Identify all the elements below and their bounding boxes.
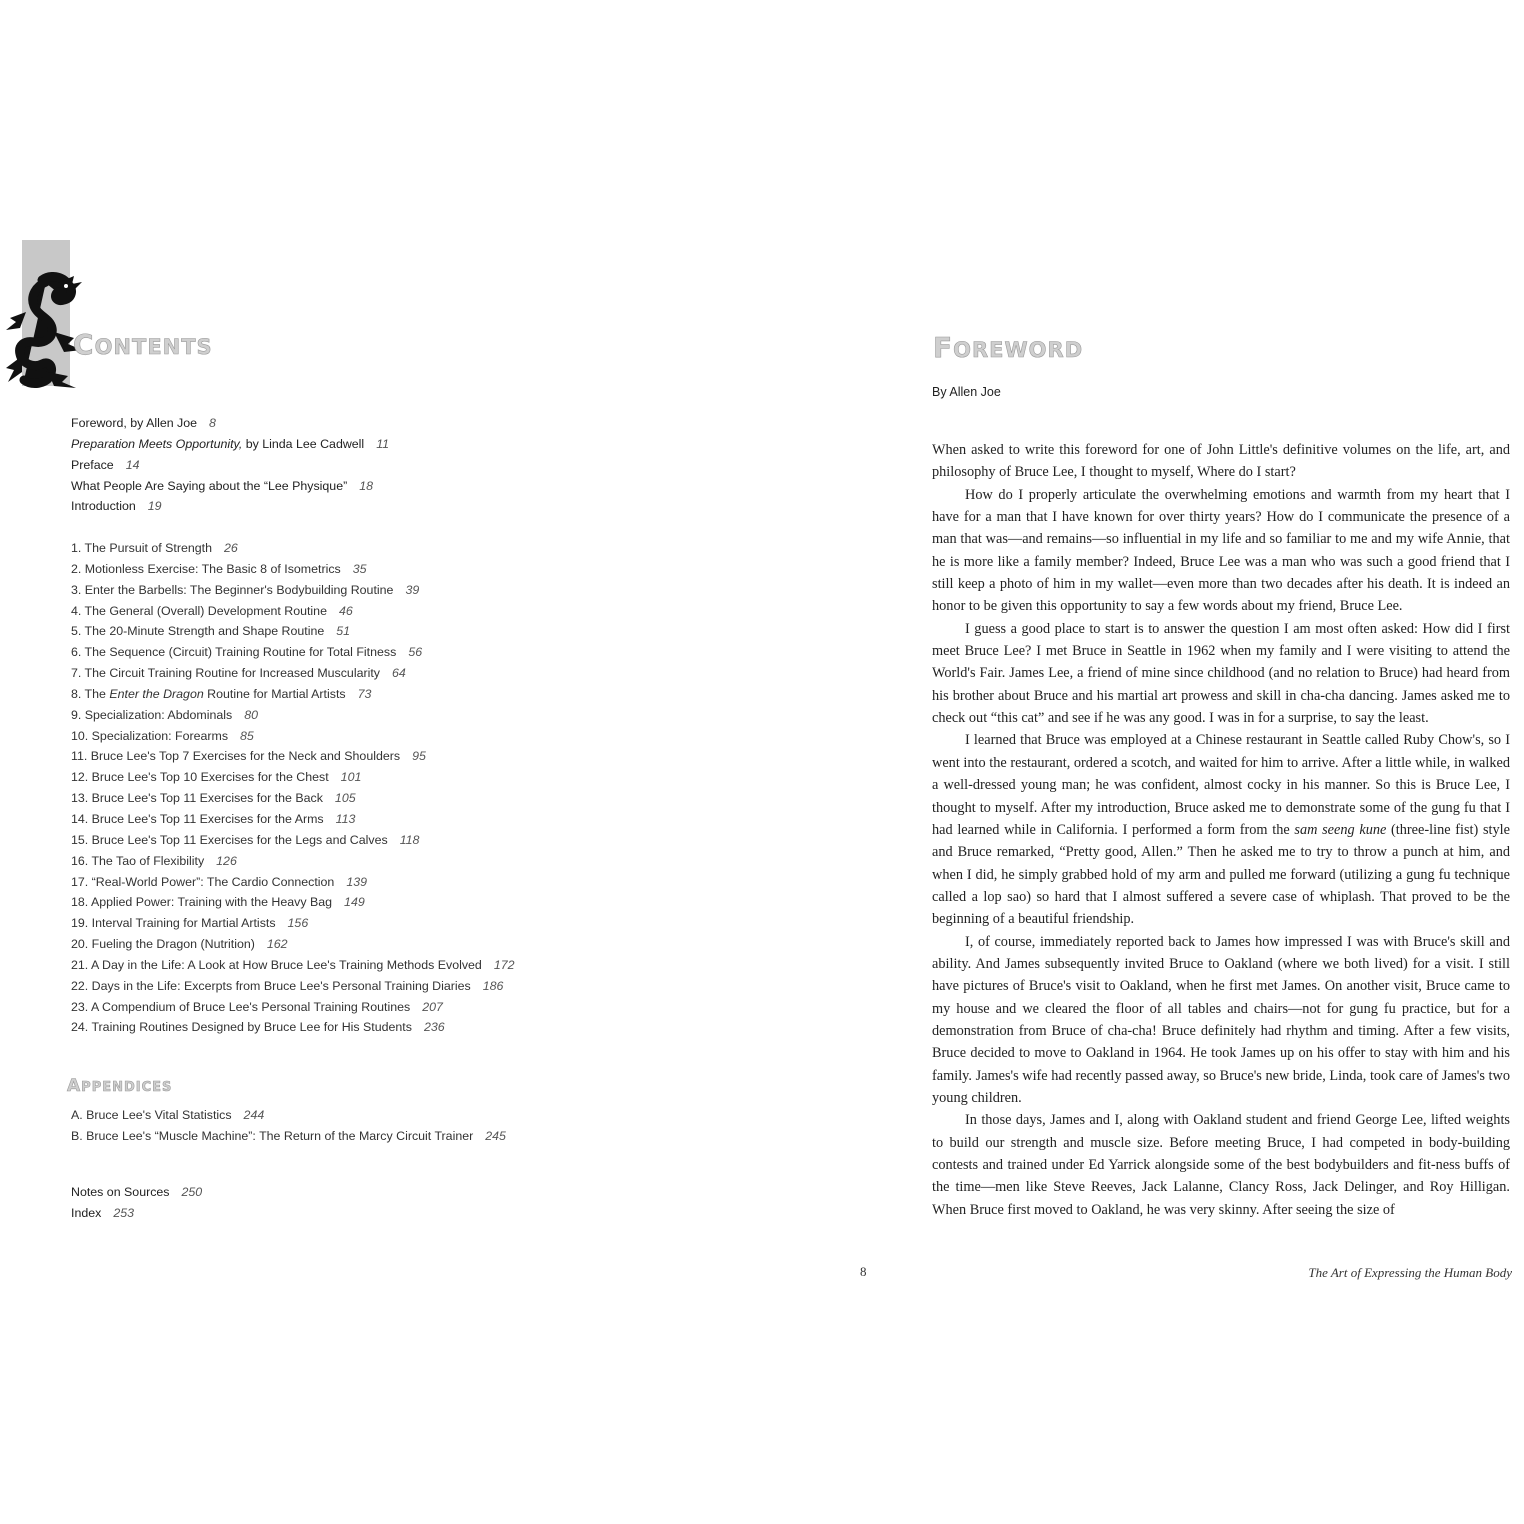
toc-page-number: 11	[376, 436, 390, 451]
toc-front-matter	[71, 413, 389, 517]
toc-page-number: 162	[266, 937, 288, 952]
toc-entry[interactable]: 1. The Pursuit of Strength 26	[71, 541, 238, 555]
toc-page-number: 51	[336, 624, 351, 639]
toc-page-number: 250	[181, 1185, 203, 1199]
toc-entry[interactable]: Notes on Sources 250	[71, 1185, 203, 1199]
toc-page-number: 236	[423, 1020, 445, 1035]
toc-entry[interactable]: 4. The General (Overall) Development Routine 46	[71, 603, 353, 618]
toc-entry[interactable]: 19. Interval Training for Martial Artists 156	[71, 916, 309, 931]
toc-entry[interactable]: Index 253	[71, 1205, 134, 1220]
toc-entry[interactable]: 16. The Tao of Flexibility 126	[71, 853, 237, 868]
toc-page-number: 39	[405, 582, 420, 597]
toc-entry[interactable]: A. Bruce Lee's Vital Statistics 244	[71, 1108, 265, 1122]
toc-page-number: 149	[344, 895, 365, 910]
toc-entry[interactable]: 9. Specialization: Abdominals 80	[71, 707, 258, 722]
toc-page-number: 35	[352, 561, 367, 576]
toc-entry[interactable]: 6. The Sequence (Circuit) Training Routine for Total Fitness 56	[71, 645, 423, 660]
toc-page-number: 253	[113, 1205, 134, 1220]
toc-page-number: 26	[223, 541, 238, 555]
toc-page-number: 80	[244, 707, 258, 722]
toc-page-number: 19	[147, 499, 162, 514]
toc-appendices	[71, 1105, 506, 1147]
toc-entry[interactable]: 3. Enter the Barbells: The Beginner's Bodybuilding Routine 39	[71, 582, 420, 597]
toc-page-number: 245	[485, 1128, 506, 1143]
toc-entry[interactable]: Preface 14	[71, 457, 140, 472]
page-number: 8	[860, 1264, 867, 1279]
foreword-paragraph: How do I properly articulate the overwhelming emotions and warmth from my heart that I have for a man that I have known for over thirty years? How do I communicate the presence of a man that was—and remains—so influential in my life and so familiar to me and my wife Annie, that he is more like a family member? Indeed, Bruce Lee was a man who was such a good friend that I still keep a photo of him in my wallet—even more than two decades after his death. It is indeed an honor to be given this opportunity to say a few words about my friend, Bruce Lee.	[932, 486, 1510, 615]
toc-page-number: 105	[334, 791, 356, 806]
toc-page-number: 139	[346, 874, 367, 889]
toc-page-number: 118	[399, 832, 420, 847]
toc-entry[interactable]: 18. Applied Power: Training with the Heavy Bag 149	[71, 895, 365, 910]
toc-page-number: 64	[392, 666, 406, 681]
toc-entry[interactable]: 8. The Enter the Dragon Routine for Martial Artists 73	[71, 686, 372, 701]
toc-page-number: 18	[359, 478, 374, 493]
toc-page-number: 73	[357, 686, 372, 701]
foreword-title: FOREWORD	[933, 331, 1084, 364]
foreword-paragraph: In those days, James and I, along with Oakland student and friend George Lee, lifted weights to build our strength and muscle size. Before meeting Bruce, I had competed in body-building contests and trained under Ed Yarrick alongside some of the best bodybuilders and fit-ness buffs of the time—men like Steve Reeves, Jack Lalanne, Clancy Ross, Jack Delinger, and Roy Hilligan. When Bruce first moved to Oakland, he was very skinny. After seeing the size of	[932, 1112, 1510, 1218]
toc-page-number: 95	[412, 749, 426, 764]
toc-page-number: 156	[287, 916, 309, 931]
toc-page-number: 8	[209, 416, 216, 430]
toc-entry[interactable]: 17. “Real-World Power”: The Cardio Connection 139	[71, 874, 367, 889]
toc-page-number: 46	[338, 603, 353, 618]
foreword-paragraph: I, of course, immediately reported back to James how impressed I was with Bruce's skill and ability. And James subsequently invited Bruce to Oakland (where we both lived) for a visit. I still have pictures of Bruce's visit to Oakland, when he first met James. On another visit, Bruce came to my house and we cleared the floor of all tables and chairs—not for gung fu practice, but for a demonstration from Bruce of cha-cha! Bruce definitely had rhythm and timing. After a few visits, Bruce decided to move to Oakland in 1964. He took James up on his offer to stay with him and his family. James's wife had recently passed away, so Bruce's new bride, Linda, took care of James's two young children.	[932, 933, 1510, 1106]
foreword-paragraph: I learned that Bruce was employed at a Chinese restaurant in Seattle called Ruby Chow's, so I went into the restaurant, ordered a scotch, and waited for him to arrive. After a little while, in walked a well-dressed young man; he was confident, almost cocky in his manner. So this is Bruce Lee, I thought to myself. After my introduction, Bruce asked me to demonstrate some of the gung fu that I had learned while in California. I performed a form from the sam seeng kune (three-line fist) style and Bruce remarked, “Pretty good, Allen.” Then he asked me to try to throw a punch at him, and when I did, he simply grabbed hold of my arm and pulled me forward (utilizing a gung fu technique called a lop sao) so hard that I almost suffered a severe case of whiplash. That proved to be the beginning of a beautiful friendship.	[932, 732, 1510, 928]
toc-entry[interactable]: Foreword, by Allen Joe 8	[71, 416, 216, 430]
contents-title: CONTENTS	[73, 328, 213, 361]
foreword-paragraph: When asked to write this foreword for one of John Little's definitive volumes on the life, art, and philosophy of Bruce Lee, I thought to myself, Where do I start?	[932, 442, 1510, 481]
toc-entry[interactable]: 2. Motionless Exercise: The Basic 8 of Isometrics 35	[71, 561, 367, 576]
foreword-paragraph: I guess a good place to start is to answer the question I am most often asked: How did I first meet Bruce Lee? I met Bruce in Seattle in 1962 when my family and I were visiting to attend the World's Fair. James Lee, a friend of mine since childhood (and no relation to Bruce) had heard from his brother about Bruce and his martial art prowess and skill in cha-cha dancing. James asked me to check out “this cat” and see if he was any good. I was in for a surprise, to say the least.	[932, 620, 1510, 727]
toc-page-number: 172	[493, 957, 515, 972]
toc-entry[interactable]: What People Are Saying about the “Lee Physique” 18	[71, 478, 374, 493]
toc-entry[interactable]: B. Bruce Lee's “Muscle Machine”: The Return of the Marcy Circuit Trainer 245	[71, 1128, 506, 1143]
appendices-title: APPENDICES	[67, 1076, 173, 1096]
toc-entry[interactable]: 21. A Day in the Life: A Look at How Bruce Lee's Training Methods Evolved 172	[71, 957, 515, 972]
toc-entry[interactable]: 10. Specialization: Forearms 85	[71, 728, 254, 743]
toc-entry[interactable]: 24. Training Routines Designed by Bruce Lee for His Students 236	[71, 1020, 445, 1035]
toc-entry[interactable]: 15. Bruce Lee's Top 11 Exercises for the Legs and Calves 118	[71, 832, 420, 847]
toc-entry[interactable]: 23. A Compendium of Bruce Lee's Personal Training Routines 207	[71, 999, 443, 1014]
foreword-byline: By Allen Joe	[932, 385, 1001, 399]
toc-page-number: 244	[243, 1108, 265, 1122]
toc-page-number: 126	[216, 853, 237, 868]
toc-chapters	[71, 538, 515, 1038]
toc-page-number: 14	[125, 457, 140, 472]
toc-entry[interactable]: Introduction 19	[71, 499, 162, 514]
toc-entry[interactable]: 12. Bruce Lee's Top 10 Exercises for the Chest 101	[71, 770, 362, 785]
toc-page-number: 186	[482, 978, 504, 993]
toc-entry[interactable]: 5. The 20-Minute Strength and Shape Routine 51	[71, 624, 351, 639]
toc-page-number: 101	[340, 770, 362, 785]
toc-entry[interactable]: 14. Bruce Lee's Top 11 Exercises for the Arms 113	[71, 811, 356, 826]
toc-entry[interactable]: 11. Bruce Lee's Top 7 Exercises for the Neck and Shoulders 95	[71, 749, 426, 764]
toc-entry[interactable]: 13. Bruce Lee's Top 11 Exercises for the Back 105	[71, 791, 356, 806]
toc-page-number: 113	[335, 811, 356, 826]
toc-page-number: 85	[240, 728, 254, 743]
toc-entry[interactable]: Preparation Meets Opportunity, by Linda Lee Cadwell 11	[71, 436, 390, 451]
toc-entry[interactable]: 22. Days in the Life: Excerpts from Bruce Lee's Personal Training Diaries 186	[71, 978, 504, 993]
toc-entry[interactable]: 7. The Circuit Training Routine for Increased Muscularity 64	[71, 666, 406, 681]
toc-back-matter	[71, 1182, 202, 1224]
toc-page-number: 56	[408, 645, 423, 660]
foreword-body	[932, 439, 1510, 1221]
toc-entry[interactable]: 20. Fueling the Dragon (Nutrition) 162	[71, 937, 288, 952]
toc-page-number: 207	[422, 999, 443, 1014]
running-title: The Art of Expressing the Human Body	[1308, 1265, 1512, 1280]
